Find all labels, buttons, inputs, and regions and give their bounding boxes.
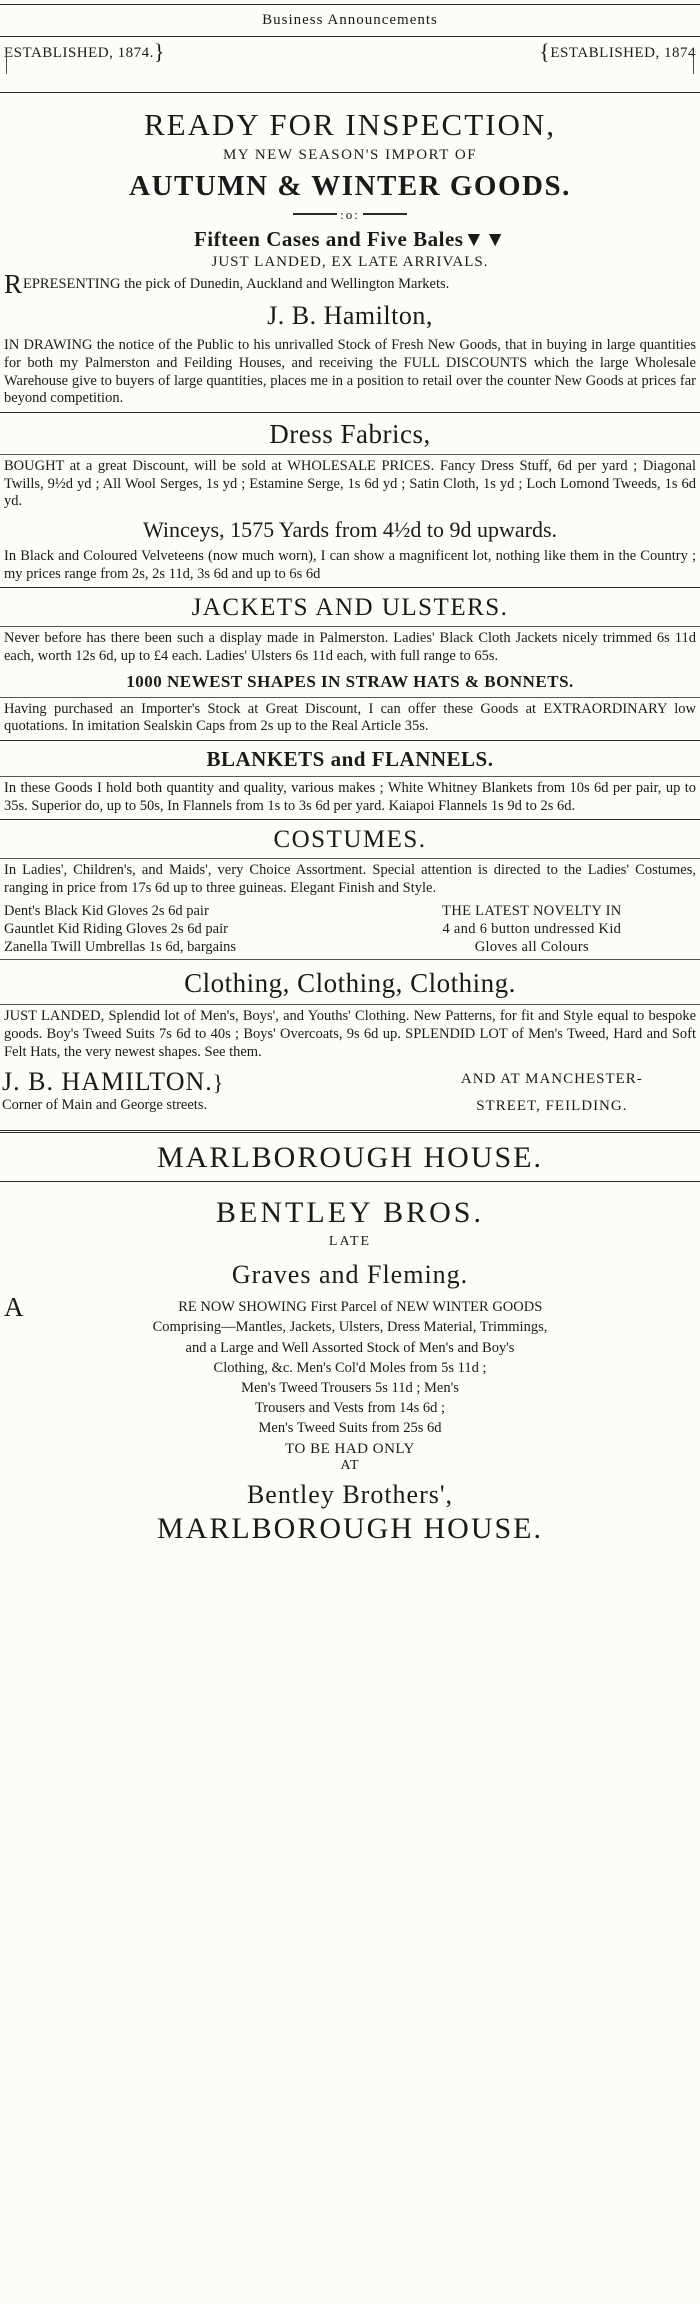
- section-rule-8: [0, 776, 700, 777]
- representing-line: [0, 269, 700, 299]
- section-rule-10: [0, 858, 700, 859]
- section-dress-fabrics-title: Dress Fabrics,: [269, 418, 431, 449]
- gloves-left-line-2: Gauntlet Kid Riding Gloves 2s 6d pair: [4, 920, 228, 937]
- marlborough-house-heading: MARLBOROUGH HOUSE.: [156, 1141, 544, 1175]
- showing-text: RE NOW SHOWING First Parcel of NEW WINTER GOODS: [178, 1299, 543, 1316]
- signature-right-line-2: STREET, FEILDING.: [476, 1098, 628, 1115]
- masthead-rule: [0, 36, 700, 37]
- to-be-had-only: TO BE HAD ONLY: [285, 1441, 415, 1458]
- section-rule-5: [0, 626, 700, 627]
- price-line-2: Trousers and Vests from 14s 6d ;: [254, 1399, 446, 1416]
- section-rule-9: [0, 819, 700, 820]
- section-rule-2: [0, 412, 700, 413]
- price-line-3: Men's Tweed Suits from 25s 6d: [258, 1420, 442, 1436]
- gloves-right-line-3: Gloves all Colours: [474, 939, 589, 956]
- section-rule-1: [0, 92, 700, 93]
- dropcap-a: A: [4, 1292, 24, 1323]
- gloves-right-line-1: THE LATEST NOVELTY IN: [442, 902, 622, 919]
- representing-text: EPRESENTING the pick of Dunedin, Auckland and Wellington Markets.: [23, 276, 450, 292]
- brace-signature: }: [212, 1070, 225, 1096]
- section-rule-11: [0, 959, 700, 960]
- just-landed-line: JUST LANDED, EX LATE ARRIVALS.: [211, 254, 489, 270]
- ad-headline: READY FOR INSPECTION,: [143, 107, 557, 142]
- divider-tick-left: [6, 52, 7, 74]
- section-rule-4: [0, 587, 700, 588]
- assorted-line: and a Large and Well Assorted Stock of Men's and Boy's: [185, 1339, 515, 1356]
- section-jackets-title: JACKETS AND ULSTERS.: [191, 594, 509, 622]
- signature-row: [2, 1067, 698, 1125]
- gloves-right-column: [368, 902, 696, 956]
- section-clothing-body: JUST LANDED, Splendid lot of Men's, Boys', and Youths' Clothing. New Patterns, for fit and Style equal to bespoke goods. Boy's Tweed Suits 7s 6d to 40s ; Boys' Overcoats, 9s 6d up. SPLENDID LOT of Men's Tweed, Hard and Soft Felt Hats, the very newest shapes. See them.: [4, 1008, 696, 1060]
- signature-right-line-1: AND AT MANCHESTER-: [460, 1071, 643, 1088]
- masthead-title: Business Announcements: [262, 12, 438, 28]
- section-blankets-body: In these Goods I hold both quantity and quality, various makes ; White Whitney Blankets from 10s 6d per pair, up to 35s. Superior do, up to 50s, In Flannels from 1s to 3s 6d per yard. Kaiapoi Flannels 1s 9d to 2s 6d.: [4, 780, 696, 814]
- dropcap-r: R: [4, 269, 23, 299]
- straw-hats-body: Having purchased an Importer's Stock at Great Discount, I can offer these Goods at EXTRAORDINARY low quotations. In imitation Sealskin Caps from 2s up to the Real Article 35s.: [4, 700, 696, 735]
- marlborough-house-footer: MARLBOROUGH HOUSE.: [156, 1512, 544, 1546]
- section-costumes-title: COSTUMES.: [273, 826, 427, 854]
- gloves-left-column: [4, 902, 368, 956]
- section-rule-6: [0, 697, 700, 698]
- section-clothing-title: Clothing, Clothing, Clothing.: [184, 968, 516, 999]
- section-rule-12: [0, 1004, 700, 1005]
- ad-separator-rule: [0, 1130, 700, 1133]
- straw-hats-headline: 1000 NEWEST SHAPES IN STRAW HATS & BONNETS.: [126, 671, 574, 691]
- signature-right: [406, 1067, 698, 1125]
- established-row: [0, 41, 700, 62]
- top-rule: [0, 4, 700, 5]
- signature-address: Corner of Main and George streets.: [2, 1097, 208, 1114]
- at-label: AT: [340, 1458, 360, 1474]
- brace-left: }: [153, 39, 165, 64]
- signature-left: [2, 1067, 406, 1114]
- established-right: ESTABLISHED, 1874: [550, 45, 696, 61]
- section-rule-3: [0, 454, 700, 455]
- bentley-firm-name: BENTLEY BROS.: [216, 1196, 484, 1230]
- gloves-left-line-1: Dent's Black Kid Gloves 2s 6d pair: [4, 902, 209, 919]
- section-jackets-body: Never before has there been such a display made in Palmerston. Ladies' Black Cloth Jackets nicely trimmed 6s 11d each, worth 12s 6d, up to £4 each. Ladies' Ulsters 6s 11d each, with full range to 65s.: [4, 630, 696, 664]
- brace-right: {: [539, 39, 551, 64]
- signature-name: J. B. HAMILTON.}: [2, 1067, 225, 1097]
- winceys-line: Winceys, 1575 Yards from 4½d to 9d upwards.: [142, 516, 558, 542]
- section-blankets-title: BLANKETS and FLANNELS.: [206, 747, 494, 772]
- predecessor-name: Graves and Fleming.: [231, 1260, 469, 1290]
- intro-paragraph: IN DRAWING the notice of the Public to his unrivalled Stock of Fresh New Goods, that in buying in large quantities for both my Palmerston and Feilding Houses, and receiving the FULL DISCOUNTS which the large Wholesale Warehouse give to buyers of large quantities, places me in a position to retail over the counter New Goods at prices far beyond competition.: [4, 337, 696, 407]
- velveteens-paragraph: In Black and Coloured Velveteens (now much worn), I can show a magnificent lot, nothing like them in the Country ; my prices range from 2s, 2s 11d, 3s 6d and up to 6s 6d: [4, 547, 696, 582]
- ornament-divider: :o:: [0, 207, 700, 223]
- gloves-left-line-3: Zanella Twill Umbrellas 1s 6d, bargains: [4, 939, 237, 956]
- cases-line: Fifteen Cases and Five Bales▼▼: [193, 227, 507, 251]
- section-rule-13: [0, 1181, 700, 1182]
- gloves-right-line-2: 4 and 6 button undressed Kid: [442, 920, 622, 937]
- section-dress-fabrics-body: BOUGHT at a great Discount, will be sold at WHOLESALE PRICES. Fancy Dress Stuff, 6d per yard ; Diagonal Twills, 9½d yd ; All Wool Serges, 1s yd ; Estamine Serge, 1s 6d yd ; Satin Cloth, 1s yd ; Loch Lomond Tweeds, 1s 6d yd.: [4, 457, 696, 510]
- ad-subheadline: MY NEW SEASON'S IMPORT OF: [222, 147, 478, 163]
- price-line-1: Men's Tweed Trousers 5s 11d ; Men's: [241, 1379, 459, 1396]
- late-label: LATE: [328, 1234, 372, 1250]
- established-left: ESTABLISHED, 1874.: [4, 45, 154, 61]
- section-costumes-body: In Ladies', Children's, and Maids', very Choice Assortment. Special attention is directed to the Ladies' Costumes, ranging in price from 17s 6d up to three guineas. Elegant Finish and Style.: [4, 862, 696, 897]
- clothing-price-line: Clothing, &c. Men's Col'd Moles from 5s 11d ;: [213, 1359, 487, 1376]
- divider-tick-right: [693, 52, 694, 74]
- section-rule-7: [0, 740, 700, 741]
- comprising-line: Comprising—Mantles, Jackets, Ulsters, Dress Material, Trimmings,: [152, 1319, 548, 1336]
- bentley-brothers-name: Bentley Brothers',: [246, 1480, 454, 1510]
- showing-line: [0, 1292, 700, 1323]
- advertiser-name: J. B. Hamilton,: [267, 301, 433, 331]
- ad-goods-line: AUTUMN & WINTER GOODS.: [129, 170, 571, 202]
- gloves-two-column: [4, 902, 696, 956]
